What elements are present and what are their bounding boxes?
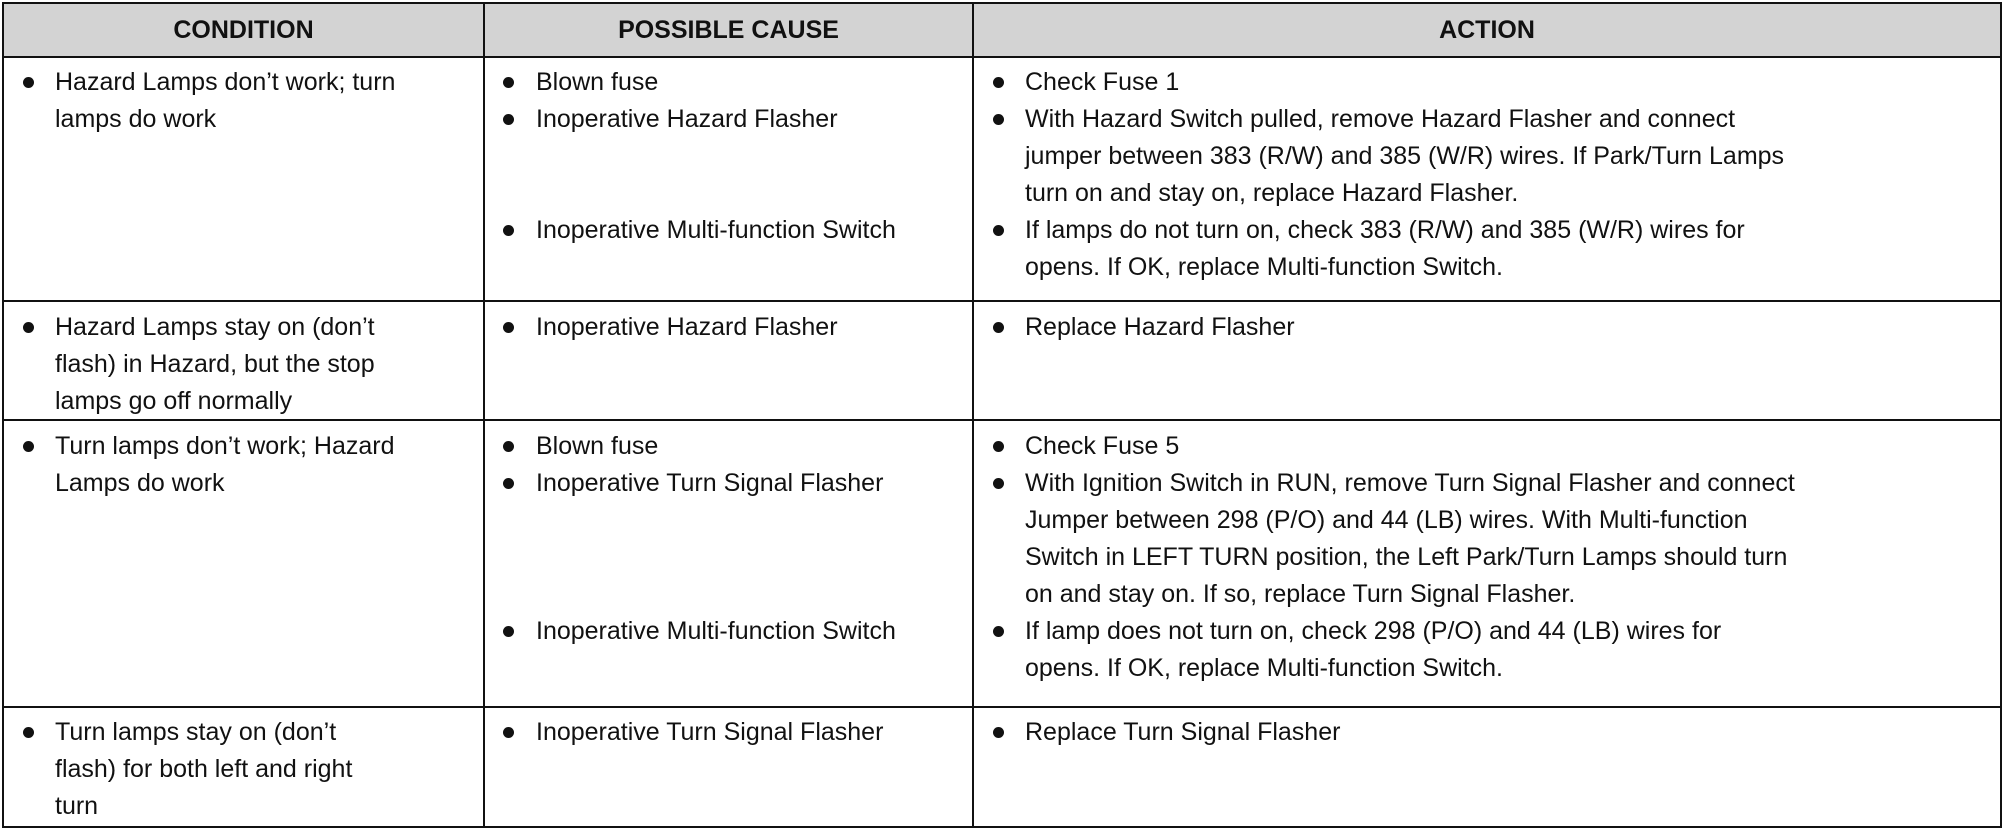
row-1-action-1-bullet xyxy=(993,77,1004,88)
row-3-cause-1-text-line: Blown fuse xyxy=(536,432,659,460)
border-bottom xyxy=(2,826,2001,828)
border-right xyxy=(2000,2,2002,828)
row-1-cause-2-bullet xyxy=(503,114,514,125)
row-4-condition-text-line: turn xyxy=(55,792,99,820)
row-3-condition-text-line: Turn lamps don’t work; Hazard xyxy=(55,432,395,460)
row-4-condition-bullet xyxy=(23,727,34,738)
row-1-action-2-text-line: turn on and stay on, replace Hazard Flasher. xyxy=(1025,179,1519,207)
row-3-condition-text-line: Lamps do work xyxy=(55,469,225,497)
header-condition: CONDITION xyxy=(3,4,484,56)
row-3-action-2-text-line: With Ignition Switch in RUN, remove Turn Signal Flasher and connect xyxy=(1025,469,1795,497)
row-3-action-3-text-line: opens. If OK, replace Multi-function Switch. xyxy=(1025,654,1503,682)
border-top xyxy=(2,2,2001,4)
row-2-condition-text-line: Hazard Lamps stay on (don’t xyxy=(55,313,375,341)
row-1-action-1-text-line: Check Fuse 1 xyxy=(1025,68,1180,96)
row-1-action-3-text-line: opens. If OK, replace Multi-function Switch. xyxy=(1025,253,1503,281)
row-3-action-3-text-line: If lamp does not turn on, check 298 (P/O) and 44 (LB) wires for xyxy=(1025,617,1722,645)
row-3-action-2-text-line: Jumper between 298 (P/O) and 44 (LB) wires. With Multi-function xyxy=(1025,506,1748,534)
row-3-action-3-bullet xyxy=(993,626,1004,637)
row-4-action-1-text-line: Replace Turn Signal Flasher xyxy=(1025,718,1341,746)
header-divider xyxy=(2,56,2001,58)
header-action: ACTION xyxy=(973,4,2001,56)
row-2-cause-1-bullet xyxy=(503,322,514,333)
row-1-action-2-bullet xyxy=(993,114,1004,125)
row-2-action-1-bullet xyxy=(993,322,1004,333)
row-2-cause-1-text-line: Inoperative Hazard Flasher xyxy=(536,313,838,341)
row-3-action-2-text-line: on and stay on. If so, replace Turn Signal Flasher. xyxy=(1025,580,1576,608)
row-divider-2 xyxy=(2,419,2001,421)
row-1-cause-1-text-line: Blown fuse xyxy=(536,68,659,96)
row-1-action-2-text-line: With Hazard Switch pulled, remove Hazard Flasher and connect xyxy=(1025,105,1736,133)
row-3-action-1-bullet xyxy=(993,441,1004,452)
row-3-action-2-bullet xyxy=(993,478,1004,489)
row-3-cause-2-bullet xyxy=(503,478,514,489)
row-3-action-2-text-line: Switch in LEFT TURN position, the Left Park/Turn Lamps should turn xyxy=(1025,543,1788,571)
row-3-cause-1-bullet xyxy=(503,441,514,452)
row-3-action-1-text-line: Check Fuse 5 xyxy=(1025,432,1180,460)
row-1-cause-3-text-line: Inoperative Multi-function Switch xyxy=(536,216,896,244)
border-left xyxy=(2,2,4,828)
row-4-condition-text-line: flash) for both left and right xyxy=(55,755,353,783)
row-3-cause-3-bullet xyxy=(503,626,514,637)
row-1-action-3-text-line: If lamps do not turn on, check 383 (R/W) and 385 (W/R) wires for xyxy=(1025,216,1745,244)
row-divider-1 xyxy=(2,300,2001,302)
row-1-cause-1-bullet xyxy=(503,77,514,88)
row-2-condition-bullet xyxy=(23,322,34,333)
row-1-cause-3-bullet xyxy=(503,225,514,236)
row-3-cause-3-text-line: Inoperative Multi-function Switch xyxy=(536,617,896,645)
row-1-condition-text-line: Hazard Lamps don’t work; turn xyxy=(55,68,396,96)
row-3-cause-2-text-line: Inoperative Turn Signal Flasher xyxy=(536,469,884,497)
column-divider-1 xyxy=(483,2,485,828)
row-1-condition-text-line: lamps do work xyxy=(55,105,217,133)
row-4-action-1-bullet xyxy=(993,727,1004,738)
row-4-cause-1-bullet xyxy=(503,727,514,738)
row-4-condition-text-line: Turn lamps stay on (don’t xyxy=(55,718,337,746)
row-2-condition-text-line: flash) in Hazard, but the stop xyxy=(55,350,375,378)
row-1-action-2-text-line: jumper between 383 (R/W) and 385 (W/R) wires. If Park/Turn Lamps xyxy=(1025,142,1785,170)
row-2-condition-text-line: lamps go off normally xyxy=(55,387,293,415)
row-1-condition-bullet xyxy=(23,77,34,88)
row-2-action-1-text-line: Replace Hazard Flasher xyxy=(1025,313,1295,341)
row-4-cause-1-text-line: Inoperative Turn Signal Flasher xyxy=(536,718,884,746)
row-divider-3 xyxy=(2,706,2001,708)
row-1-action-3-bullet xyxy=(993,225,1004,236)
header-possible-cause: POSSIBLE CAUSE xyxy=(484,4,973,56)
column-divider-2 xyxy=(972,2,974,828)
row-1-cause-2-text-line: Inoperative Hazard Flasher xyxy=(536,105,838,133)
row-3-condition-bullet xyxy=(23,441,34,452)
